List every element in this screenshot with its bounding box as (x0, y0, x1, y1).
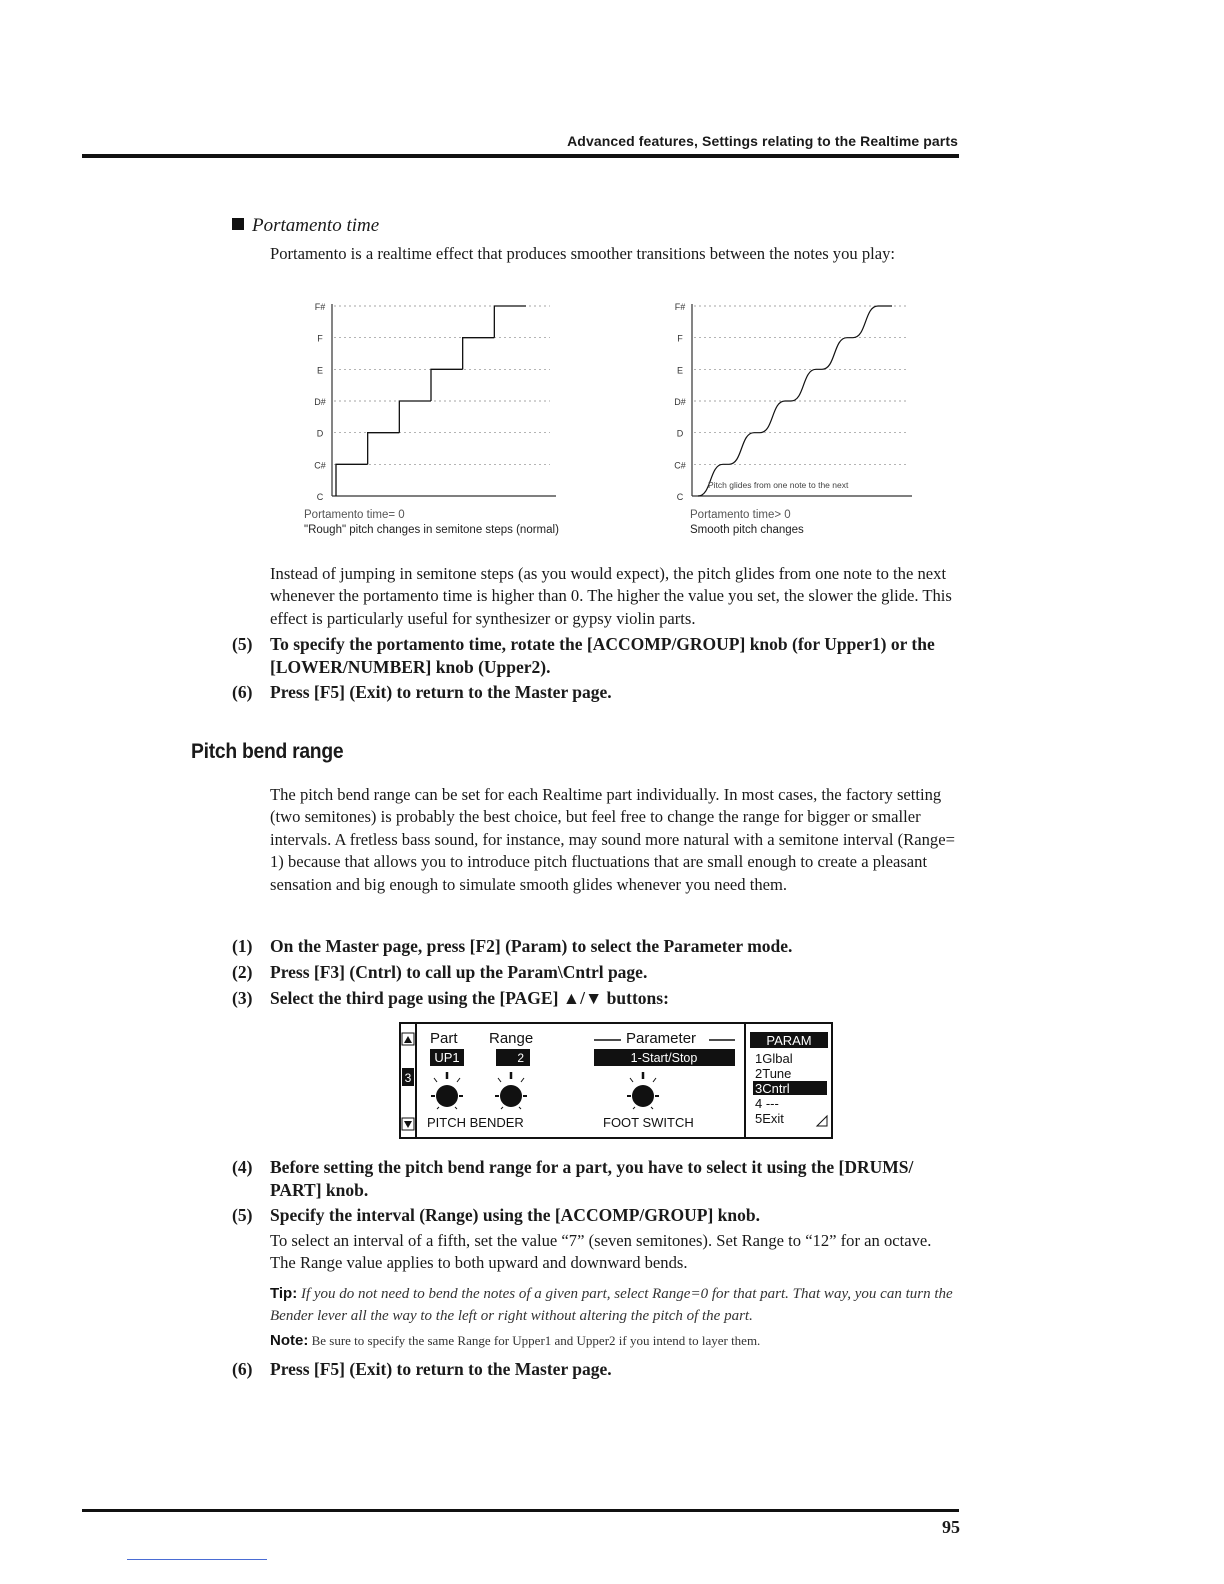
pitchbend-step-5 (232, 1204, 960, 1227)
note-label-c: C (676, 492, 684, 502)
menu-item-global[interactable]: 1Glbal (755, 1051, 793, 1066)
chart1-caption-line2: "Rough" pitch changes in semitone steps (normal) (304, 524, 559, 536)
step-number: (5) (232, 1205, 253, 1225)
pitchbend-step-1 (232, 935, 960, 958)
menu-item-tune[interactable]: 2Tune (755, 1066, 792, 1081)
chart2-caption-line2: Smooth pitch changes (690, 524, 804, 536)
chart-rough-steps (300, 298, 570, 504)
tip-text: If you do not need to bend the notes of a given part, select Range=0 for that part. That way, you can turn the Bender lever all the way to the left or right without altering the pitch of the part. (270, 1286, 953, 1324)
menu-item-cntrl[interactable]: 3Cntrl (755, 1081, 790, 1096)
step-segment-3 (399, 401, 431, 433)
page-number: 95 (942, 1517, 960, 1537)
note-label-csharp: C# (314, 460, 326, 471)
step-number: (6) (232, 1359, 253, 1379)
menu-item-exit[interactable]: 5Exit (755, 1111, 784, 1126)
label-foot-switch: FOOT SWITCH (603, 1115, 694, 1130)
pitchbend-step-6 (232, 1358, 960, 1381)
pitchbend-step-4 (232, 1156, 960, 1201)
chart-smooth-glides (660, 298, 920, 504)
chart2-caption-line1: Portamento time> 0 (690, 509, 791, 521)
note (270, 1332, 960, 1349)
step-text: Specify the interval (Range) using the [ACCOMP/GROUP] knob. (270, 1205, 760, 1225)
pitchbend-step-2 (232, 961, 960, 984)
portamento-title (232, 215, 379, 237)
note-label-e: E (316, 365, 324, 376)
note-text: Be sure to specify the same Range for Upper1 and Upper2 if you intend to layer them. (311, 1333, 761, 1348)
step-segment-6 (494, 306, 526, 338)
glide-segment-6 (853, 306, 892, 338)
parameter-value: 1-Start/Stop (630, 1051, 698, 1065)
note-label-d: D (676, 428, 684, 439)
footer-rule (82, 1509, 959, 1512)
section-heading-pitch-bend: Pitch bend range (191, 740, 344, 763)
col-range: Range (489, 1030, 534, 1047)
step-text: Press [F3] (Cntrl) to call up the Param\Cntrl page. (270, 962, 648, 982)
glide-segment-2 (729, 433, 760, 465)
glide-annotation: Pitch glides from one note to the next (708, 480, 849, 490)
part-value: UP1 (434, 1050, 460, 1065)
step-number: (3) (232, 988, 253, 1008)
step-number: (4) (232, 1157, 253, 1177)
note-label-csharp: C# (674, 460, 686, 471)
step-number: (1) (232, 936, 253, 956)
lcd-screen (399, 1022, 833, 1139)
tip (270, 1283, 965, 1327)
page-number: 3 (404, 1071, 412, 1085)
scan-mark (127, 1559, 267, 1560)
step-segment-4 (431, 369, 463, 401)
chart1-caption (304, 508, 559, 538)
note-label-fsharp: F# (314, 302, 326, 312)
step-number: (2) (232, 962, 253, 982)
menu-item-empty[interactable]: 4 --- (755, 1096, 779, 1111)
note-label-e: E (676, 365, 684, 376)
step-text: Before setting the pitch bend range for a part, you have to select it using the [DRUMS/ PART] knob. (270, 1157, 914, 1200)
portamento-step-6 (232, 681, 960, 704)
portamento-intro: Portamento is a realtime effect that produces smoother transitions between the notes you play: (270, 244, 896, 263)
step-segment-5 (463, 338, 495, 370)
note-label-f: F (317, 333, 323, 344)
menu-title: PARAM (766, 1033, 812, 1048)
col-parameter: Parameter (626, 1030, 697, 1047)
glide-segment-4 (791, 369, 822, 401)
note-label-fsharp: F# (674, 302, 686, 312)
step-text: On the Master page, press [F2] (Param) to select the Parameter mode. (270, 936, 793, 956)
header-rule (82, 154, 959, 158)
pitchbend-step-3 (232, 987, 960, 1010)
portamento-step-5 (232, 633, 960, 678)
step-text: Press [F5] (Exit) to return to the Master page. (270, 1359, 612, 1379)
note-label-dsharp: D# (314, 397, 326, 407)
range-value: 2 (517, 1051, 524, 1065)
glide-segment-3 (760, 401, 791, 433)
pitchbend-body: The pitch bend range can be set for each Realtime part individually. In most cases, the factory setting (two semitones) is probably the best choice, but feel free to change the range for bigger or smaller intervals. A fretless bass sound, for instance, may sound more natural with a semitone interval (Range= 1) because that allows you to introduce pitch fluctuations that are small enough to create a pleasant sensation and big enough to simulate smooth glides whenever you need them. (270, 785, 955, 894)
label-pitch-bender: PITCH BENDER (427, 1115, 524, 1130)
note-label-dsharp: D# (674, 397, 686, 407)
tip-label: Tip: (270, 1285, 298, 1302)
running-header: Advanced features, Settings relating to the Realtime parts (567, 133, 958, 149)
note-label: Note: (270, 1332, 309, 1349)
step-number: (6) (232, 682, 253, 702)
step5-detail: To select an interval of a fifth, set the value “7” (seven semitones). Set Range to “12” for an octave. The Range value applies to both upward and downward bends. (270, 1231, 932, 1273)
range-value-box[interactable] (496, 1049, 530, 1066)
step-text: Select the third page using the [PAGE] ▲/▼ buttons: (270, 988, 669, 1008)
square-bullet-icon (232, 218, 244, 230)
note-label-c: C (316, 492, 324, 502)
note-label-f: F (677, 333, 683, 344)
portamento-explanation: Instead of jumping in semitone steps (as you would expect), the pitch glides from one note to the next whenever the portamento time is higher than 0. The higher the value you set, the slower the glide. This effect is particularly useful for synthesizer or gypsy violin parts. (270, 564, 952, 628)
portamento-title-text: Portamento time (252, 215, 380, 236)
glide-segment-5 (822, 338, 853, 370)
col-part: Part (430, 1030, 458, 1047)
chart2-caption (690, 508, 804, 538)
step-text: Press [F5] (Exit) to return to the Master page. (270, 682, 612, 702)
chart1-caption-line1: Portamento time= 0 (304, 509, 405, 521)
step-segment-1 (336, 464, 368, 496)
note-label-d: D (316, 428, 324, 439)
step-segment-2 (368, 433, 400, 465)
step-number: (5) (232, 634, 253, 654)
step-text: To specify the portamento time, rotate the [ACCOMP/GROUP] knob (for Upper1) or the [LOWER/NUMBER] knob (Upper2). (270, 634, 935, 677)
